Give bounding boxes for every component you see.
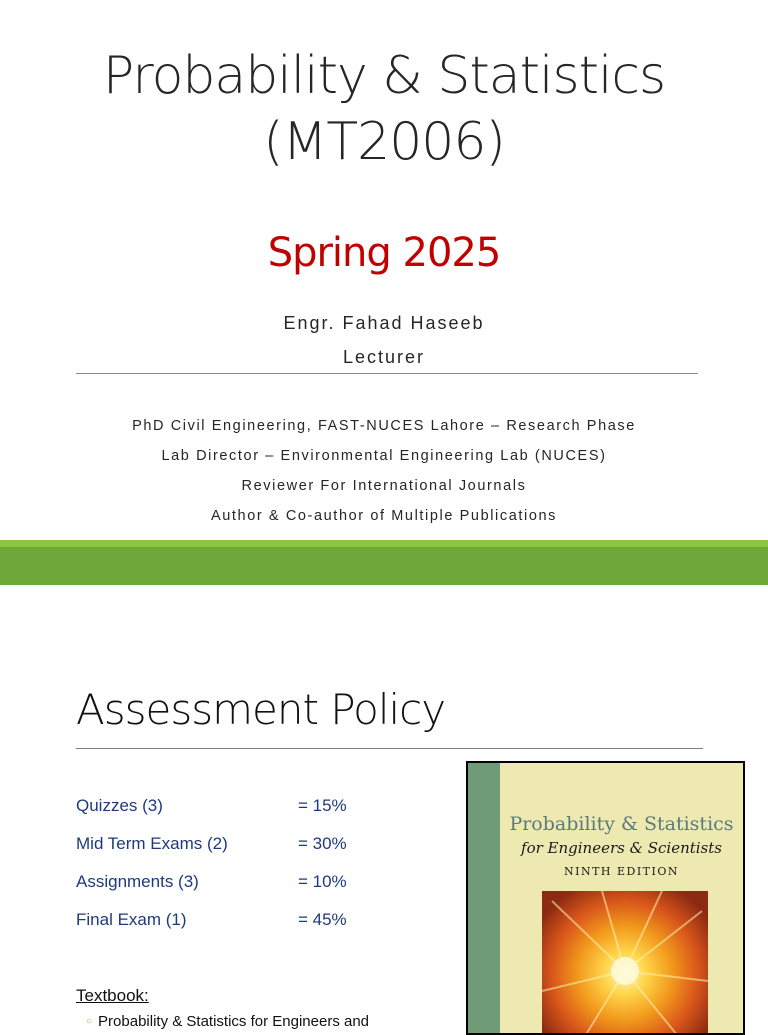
- textbook-item: [86, 1013, 369, 1030]
- book-title: Probability & Statistics: [509, 813, 734, 835]
- course-title-line2: (MT2006): [263, 112, 505, 172]
- policy-label: Final Exam (1): [76, 910, 187, 929]
- textbook-title: Probability & Statistics for Engineers and: [98, 1013, 370, 1030]
- course-title-line1: Probability & Statistics: [102, 46, 666, 106]
- policy-value: = 15%: [298, 796, 347, 815]
- instructor-name: Engr. Fahad Haseeb: [283, 313, 485, 333]
- textbook-cover-image: [466, 761, 745, 1035]
- book-cover-art: [542, 891, 708, 1035]
- footer-band-accent: [0, 540, 768, 547]
- policy-label: Mid Term Exams (2): [76, 834, 228, 853]
- instructor-role: Lecturer: [342, 347, 426, 367]
- credential-line: Lab Director – Environmental Engineering Lab (NUCES): [161, 448, 607, 464]
- title-divider: [76, 373, 698, 374]
- policy-label: Quizzes (3): [76, 796, 163, 815]
- bullet-icon: ○: [86, 1016, 93, 1027]
- book-subtitle: for Engineers & Scientists: [521, 839, 722, 857]
- policy-value: = 10%: [298, 872, 347, 891]
- policy-value: = 30%: [298, 834, 347, 853]
- burst-graphic: [542, 891, 708, 1035]
- heading-divider: [76, 748, 703, 749]
- slide-heading: Assessment Policy: [76, 685, 446, 734]
- textbook-label: Textbook:: [76, 986, 149, 1005]
- book-spine: [468, 763, 500, 1033]
- book-edition: NINTH EDITION: [563, 865, 680, 878]
- credential-line: Reviewer For International Journals: [241, 478, 527, 494]
- credential-line: Author & Co-author of Multiple Publications: [210, 508, 558, 524]
- credential-line: PhD Civil Engineering, FAST-NUCES Lahore – Research Phase: [132, 418, 636, 434]
- policy-label: Assignments (3): [76, 872, 199, 891]
- semester-label: Spring 2025: [267, 230, 501, 276]
- footer-band: [0, 547, 768, 585]
- policy-value: = 45%: [298, 910, 347, 929]
- assessment-slide: [0, 585, 768, 1030]
